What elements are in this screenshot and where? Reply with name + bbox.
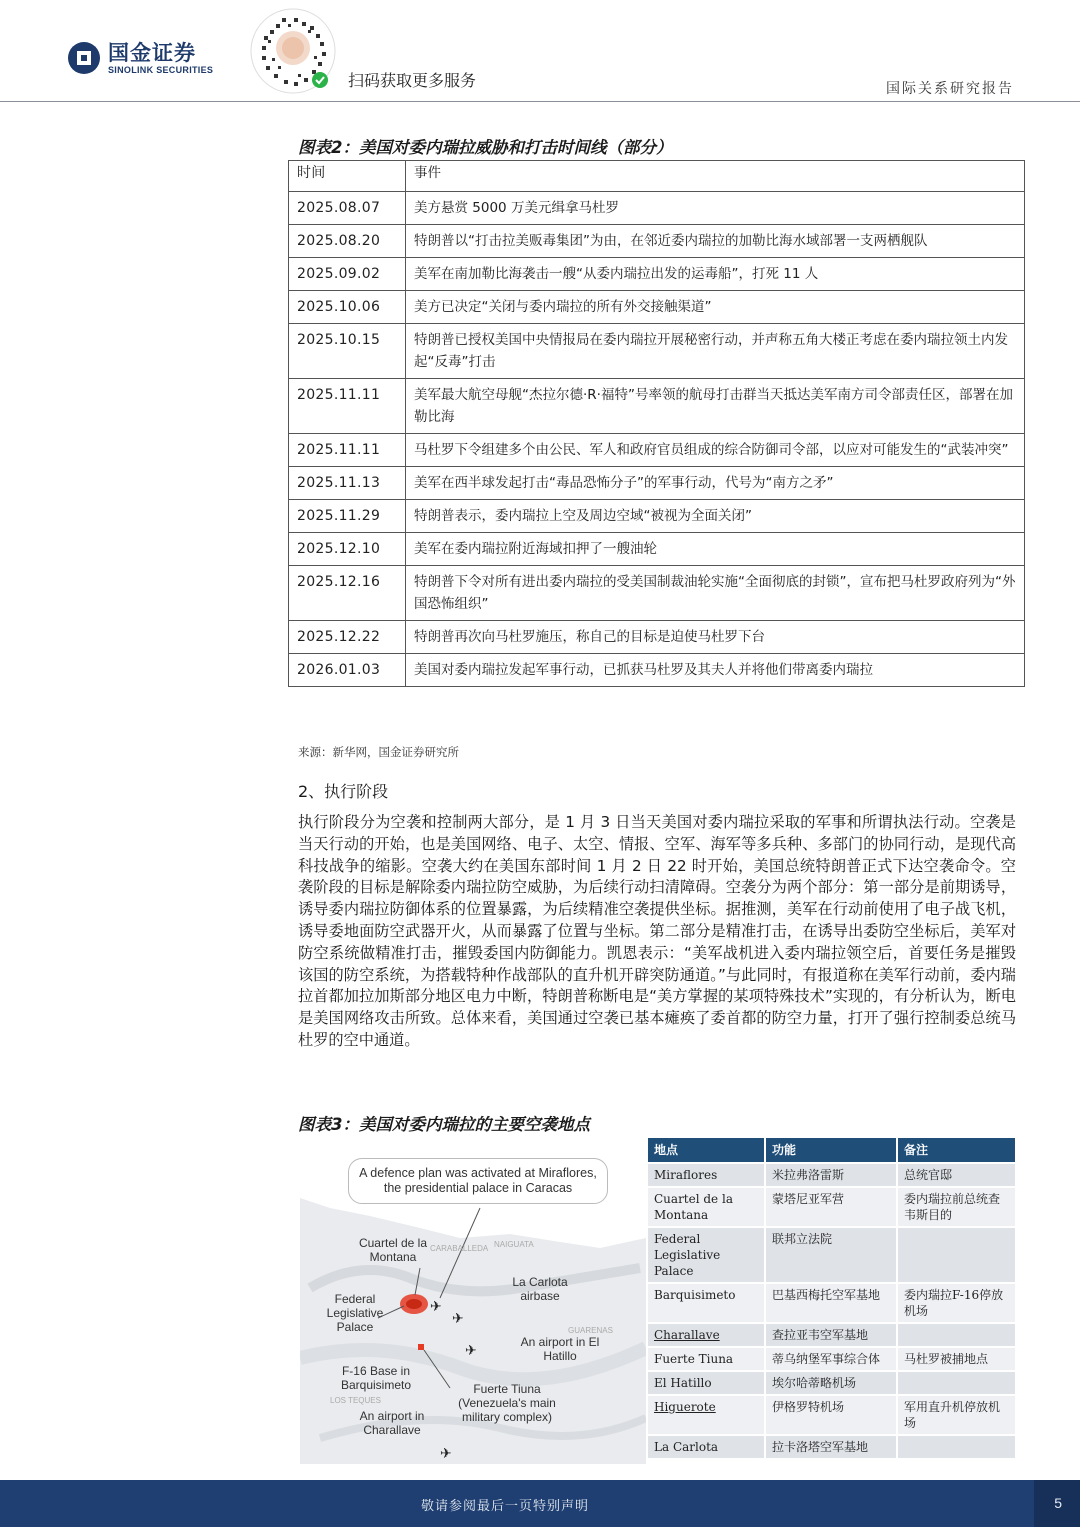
strike-note: 委内瑞拉前总统查韦斯目的: [897, 1187, 1016, 1227]
table-row: [289, 434, 1025, 467]
label-tiuna: Fuerte Tiuna (Venezuela's main military complex): [458, 1382, 556, 1424]
row-date: 2025.11.11: [289, 434, 406, 467]
figure2-source: 来源：新华网，国金证券研究所: [298, 745, 459, 759]
list-item: [648, 1395, 1016, 1435]
table-row: [289, 192, 1025, 225]
figure2-title: 图表2：美国对委内瑞拉威胁和打击时间线（部分）: [298, 138, 673, 157]
header-place: 地点: [648, 1138, 765, 1163]
table-row: [289, 291, 1025, 324]
row-event: 美军最大航空母舰“杰拉尔德·R·福特”号率领的航母打击群当天抵达美军南方司令部责任区，部署在加勒比海: [406, 379, 1025, 434]
timeline-table: [288, 160, 1025, 687]
row-event: 美国对委内瑞拉发起军事行动，已抓获马杜罗及其夫人并将他们带离委内瑞拉: [406, 654, 1025, 687]
header-function: 功能: [765, 1138, 897, 1163]
label-naiguata: NAIGUATA: [494, 1240, 534, 1249]
strike-note: 委内瑞拉F-16停放机场: [897, 1283, 1016, 1323]
row-event: 美军在委内瑞拉附近海域扣押了一艘油轮: [406, 533, 1025, 566]
strike-place: Federal Legislative Palace: [648, 1227, 765, 1283]
table-row: [289, 467, 1025, 500]
table-header-row: [289, 161, 1025, 192]
strike-func: 伊格罗特机场: [765, 1395, 897, 1435]
page-header: [0, 0, 1080, 102]
label-hatillo: An airport in El Hatillo: [520, 1335, 600, 1363]
row-date: 2025.11.11: [289, 379, 406, 434]
list-item: [648, 1187, 1016, 1227]
table-row: [289, 258, 1025, 291]
row-date: 2025.08.07: [289, 192, 406, 225]
header-note: 备注: [897, 1138, 1016, 1163]
header-event: 事件: [406, 161, 1025, 192]
list-item: [648, 1163, 1016, 1187]
strike-note: 军用直升机停放机场: [897, 1395, 1016, 1435]
list-item: [648, 1347, 1016, 1371]
strike-func: 联邦立法院: [765, 1227, 897, 1283]
qr-code-icon[interactable]: [250, 8, 336, 94]
caracas-strike-map: [300, 1138, 646, 1464]
logo-chinese-name: 国金证券: [108, 41, 196, 65]
row-event: 特朗普再次向马杜罗施压，称自己的目标是迫使马杜罗下台: [406, 621, 1025, 654]
sinolink-logo-icon: [66, 40, 102, 76]
strike-func: 拉卡洛塔空军基地: [765, 1435, 897, 1459]
row-event: 美方悬赏 5000 万美元缉拿马杜罗: [406, 192, 1025, 225]
strike-note: 马杜罗被捕地点: [897, 1347, 1016, 1371]
strike-func: 蒙塔尼亚军营: [765, 1187, 897, 1227]
row-event: 特朗普已授权美国中央情报局在委内瑞拉开展秘密行动，并声称五角大楼正考虑在委内瑞拉领土内发起“反毒”打击: [406, 324, 1025, 379]
row-event: 特朗普以“打击拉美贩毒集团”为由，在邻近委内瑞拉的加勒比海水域部署一支两栖舰队: [406, 225, 1025, 258]
strike-func: 米拉弗洛雷斯: [765, 1163, 897, 1187]
footer-disclaimer: 敬请参阅最后一页特别声明: [420, 1499, 589, 1514]
row-date: 2025.11.29: [289, 500, 406, 533]
strike-note: 总统官邸: [897, 1163, 1016, 1187]
list-item: [648, 1371, 1016, 1395]
list-item: [648, 1323, 1016, 1347]
report-type: 国际关系研究报告: [886, 81, 1014, 97]
header-date: 时间: [289, 161, 406, 192]
plane-icon-3: ✈: [465, 1343, 477, 1359]
strike-place: Higuerote: [648, 1395, 765, 1435]
row-event: 马杜罗下令组建多个由公民、军人和政府官员组成的综合防御司令部，以应对可能发生的“武装冲突”: [406, 434, 1025, 467]
figure3-title: 图表3：美国对委内瑞拉的主要空袭地点: [298, 1115, 590, 1134]
row-date: 2025.12.10: [289, 533, 406, 566]
plane-icon-4: ✈: [440, 1446, 452, 1462]
label-federal: Federal Legislative Palace: [326, 1292, 384, 1334]
table-row: [289, 621, 1025, 654]
strike-func: 巴基西梅托空军基地: [765, 1283, 897, 1323]
body-paragraph: 执行阶段分为空袭和控制两大部分，是 1 月 3 日当天美国对委内瑞拉采取的军事和所谓执法行动。空袭是当天行动的开始，也是美国网络、电子、太空、情报、空军、海军等多兵种、多部门的协同行动，是现代高科技战争的缩影。空袭大约在美国东部时间 1 月 2 日 22 时开始，美国总统特朗普正式下达空袭命令。空袭阶段的目标是解除委内瑞拉防空威胁，为后续行动扫清障碍。空袭分为两个部分：第一部分是前期诱导，诱导委内瑞拉防御体系的位置暴露，为后续精准空袭提供坐标。据推测，美军在行动前使用了电子战飞机，诱导委地面防空武器开火，从而暴露了位置与坐标。第二部分是精准打击，在诱导出委防空坐标后，美军对防空系统做精准打击，摧毁委国内防御能力。凯恩表示：“美军战机进入委内瑞拉领空后，首要任务是摧毁该国的防空系统，为搭载特种作战部队的直升机开辟突防通道。”与此同时，有报道称在美军行动前，委内瑞拉首都加拉加斯部分地区电力中断，特朗普称断电是“美方掌握的某项特殊技术”实现的，有分析认为，断电是美国网络攻击所致。总体来看，美国通过空袭已基本瘫痪了委首都的防空力量，打开了强行控制委总统马杜罗的空中通道。: [298, 813, 1016, 1049]
strike-place: La Carlota: [648, 1435, 765, 1459]
list-item: [648, 1435, 1016, 1459]
table-row: [289, 654, 1025, 687]
page-number: 5: [1054, 1495, 1062, 1511]
strike-note: [897, 1371, 1016, 1395]
list-item: [648, 1227, 1016, 1283]
row-date: 2025.12.16: [289, 566, 406, 621]
table-row: [289, 324, 1025, 379]
row-date: 2025.10.15: [289, 324, 406, 379]
logo-english-name: SINOLINK SECURITIES: [108, 65, 214, 75]
strike-header-row: [648, 1138, 1016, 1163]
plane-icon-2: ✈: [452, 1311, 464, 1327]
strike-note: [897, 1323, 1016, 1347]
table-row: [289, 379, 1025, 434]
strike-place: Fuerte Tiuna: [648, 1347, 765, 1371]
row-date: 2025.08.20: [289, 225, 406, 258]
section-heading: 2、执行阶段: [298, 782, 389, 801]
row-date: 2025.12.22: [289, 621, 406, 654]
row-event: 美军在西半球发起打击“毒品恐怖分子”的军事行动，代号为“南方之矛”: [406, 467, 1025, 500]
strike-func: 蒂乌纳堡军事综合体: [765, 1347, 897, 1371]
strike-place: Charallave: [648, 1323, 765, 1347]
label-carlota: La Carlota airbase: [512, 1275, 568, 1303]
plane-icon-1: ✈: [430, 1299, 442, 1315]
strike-place: Miraflores: [648, 1163, 765, 1187]
label-losteques: LOS TEQUES: [330, 1396, 381, 1405]
qr-caption: 扫码获取更多服务: [348, 71, 477, 90]
row-event: 美军在南加勒比海袭击一艘“从委内瑞拉出发的运毒船”，打死 11 人: [406, 258, 1025, 291]
label-f16: F-16 Base in Barquisimeto: [340, 1364, 412, 1392]
table-row: [289, 500, 1025, 533]
table-row: [289, 225, 1025, 258]
page-footer: [0, 1480, 1080, 1527]
row-event: 特朗普下令对所有进出委内瑞拉的受美国制裁油轮实施“全面彻底的封锁”，宣布把马杜罗政府列为“外国恐怖组织”: [406, 566, 1025, 621]
strike-func: 埃尔哈蒂略机场: [765, 1371, 897, 1395]
company-logo: [66, 40, 213, 76]
strike-note: [897, 1435, 1016, 1459]
list-item: [648, 1283, 1016, 1323]
row-date: 2025.11.13: [289, 467, 406, 500]
row-date: 2026.01.03: [289, 654, 406, 687]
map-callout: A defence plan was activated at Miraflores, the presidential palace in Caracas: [348, 1158, 608, 1204]
table-row: [289, 533, 1025, 566]
row-event: 特朗普表示，委内瑞拉上空及周边空域“被视为全面关闭”: [406, 500, 1025, 533]
strike-sites-table: [648, 1138, 1017, 1460]
strike-func: 查拉亚韦空军基地: [765, 1323, 897, 1347]
label-caraballeda: CARABALLEDA: [430, 1244, 489, 1253]
strike-place: Cuartel de la Montana: [648, 1187, 765, 1227]
label-charallave: An airport in Charallave: [359, 1409, 425, 1437]
strike-note: [897, 1227, 1016, 1283]
label-cuartel: Cuartel de la Montana: [358, 1236, 428, 1264]
strike-place: El Hatillo: [648, 1371, 765, 1395]
label-guarenas: GUARENAS: [568, 1326, 613, 1335]
row-date: 2025.10.06: [289, 291, 406, 324]
row-event: 美方已决定“关闭与委内瑞拉的所有外交接触渠道”: [406, 291, 1025, 324]
row-date: 2025.09.02: [289, 258, 406, 291]
strike-place: Barquisimeto: [648, 1283, 765, 1323]
table-row: [289, 566, 1025, 621]
